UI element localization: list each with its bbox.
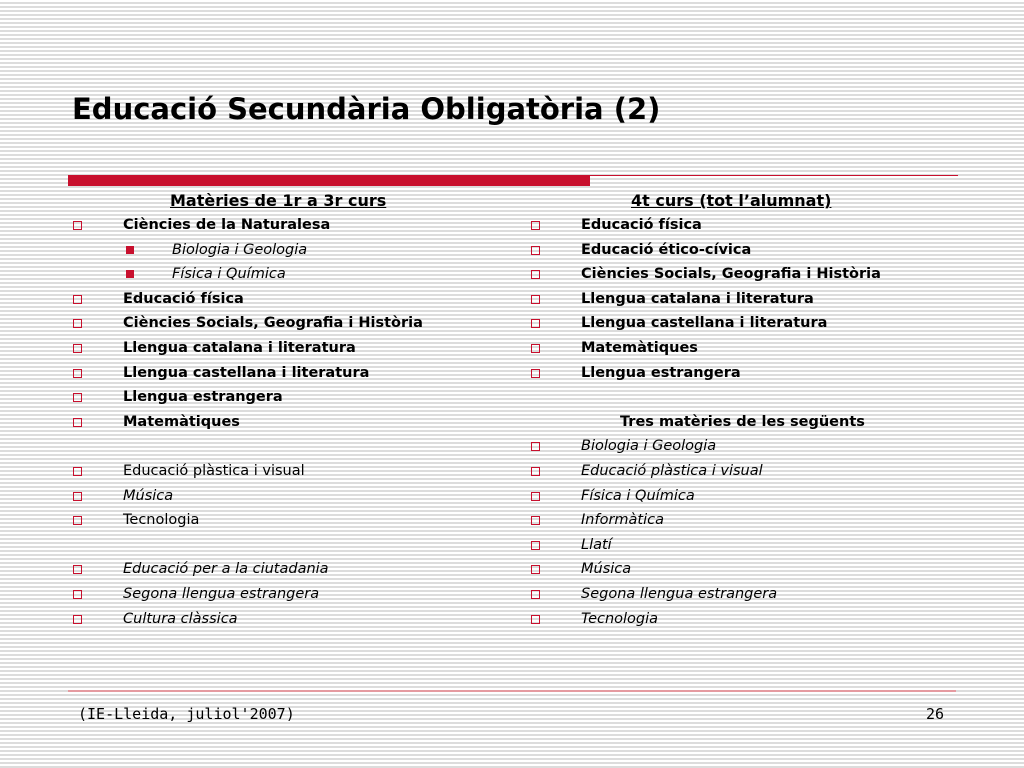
column-1r-3r-curs [70, 189, 490, 631]
list-item [528, 287, 968, 312]
list-item [528, 533, 968, 558]
hollow-square-bullet-icon [531, 590, 540, 599]
list-item [70, 238, 490, 263]
list-item-label: Ciències de la Naturalesa [123, 217, 331, 233]
hollow-square-bullet-icon [531, 319, 540, 328]
list-item-label: Llatí [581, 536, 612, 553]
list-item [70, 557, 490, 582]
hollow-square-bullet-icon [531, 246, 540, 255]
list-item-label: Matemàtiques [581, 339, 698, 356]
hollow-square-bullet-icon [73, 516, 82, 525]
list-item-label: Informàtica [581, 512, 664, 529]
hollow-square-bullet-icon [531, 615, 540, 624]
list-item [70, 336, 490, 361]
hollow-square-bullet-icon [531, 442, 540, 451]
list-spacer [528, 385, 968, 410]
list-item [70, 385, 490, 410]
hollow-square-bullet-icon [531, 541, 540, 550]
list-item [528, 557, 968, 582]
list-item-label: Tecnologia [123, 512, 200, 529]
list-item-label: Llengua estrangera [123, 389, 283, 406]
list-item-label: Física i Química [581, 487, 695, 504]
hollow-square-bullet-icon [531, 467, 540, 476]
hollow-square-bullet-icon [531, 516, 540, 525]
hollow-square-bullet-icon [73, 615, 82, 624]
list-item-label: Llengua catalana i literatura [123, 339, 356, 356]
list-item-label: Ciències Socials, Geografia i Història [581, 266, 881, 283]
hollow-square-bullet-icon [73, 221, 82, 230]
list-item-label: Educació per a la ciutadania [123, 561, 329, 578]
list-item-label: Ciències Socials, Geografia i Història [123, 315, 423, 332]
hollow-square-bullet-icon [531, 295, 540, 304]
list-item [528, 336, 968, 361]
page-number: 26 [926, 705, 945, 723]
subject-list-1r-3r [70, 213, 490, 631]
column-4t-curs [528, 189, 968, 631]
hollow-square-bullet-icon [531, 369, 540, 378]
title-divider-line [590, 175, 958, 176]
list-item [70, 410, 490, 435]
list-item-label: Matemàtiques [123, 413, 240, 430]
list-item-label: Llengua castellana i literatura [123, 364, 370, 381]
hollow-square-bullet-icon [531, 221, 540, 230]
list-item [70, 582, 490, 607]
list-item [70, 607, 490, 632]
list-item-label: Segona llengua estrangera [581, 585, 778, 602]
list-item [528, 238, 968, 263]
list-item-label: Música [581, 561, 632, 578]
list-item [70, 311, 490, 336]
slide-title: Educació Secundària Obligatòria (2) [72, 92, 661, 126]
list-item-label: Cultura clàssica [123, 610, 238, 627]
hollow-square-bullet-icon [73, 565, 82, 574]
list-item-label: Llengua castellana i literatura [581, 315, 828, 332]
footer-divider [68, 690, 956, 692]
list-item [70, 508, 490, 533]
list-item [528, 311, 968, 336]
hollow-square-bullet-icon [73, 467, 82, 476]
list-item [528, 459, 968, 484]
list-item [528, 262, 968, 287]
hollow-square-bullet-icon [531, 492, 540, 501]
list-item [70, 287, 490, 312]
hollow-square-bullet-icon [531, 344, 540, 353]
list-item [528, 607, 968, 632]
list-item [528, 213, 968, 238]
list-item-label: Segona llengua estrangera [123, 585, 320, 602]
column-header-4t: 4t curs (tot l’alumnat) [631, 191, 832, 210]
hollow-square-bullet-icon [73, 590, 82, 599]
list-item-label: Biologia i Geologia [172, 241, 308, 258]
hollow-square-bullet-icon [73, 418, 82, 427]
list-spacer [70, 434, 490, 459]
list-item [70, 484, 490, 509]
hollow-square-bullet-icon [73, 393, 82, 402]
list-item [528, 484, 968, 509]
filled-square-bullet-icon [126, 270, 134, 278]
hollow-square-bullet-icon [73, 369, 82, 378]
list-item [528, 508, 968, 533]
subject-list-4t [528, 213, 968, 631]
list-item-label: Llengua estrangera [581, 364, 741, 381]
list-item [70, 213, 490, 238]
list-item-label: Tecnologia [581, 610, 659, 627]
title-divider-bar [68, 175, 590, 186]
list-subheader [528, 410, 968, 435]
hollow-square-bullet-icon [73, 492, 82, 501]
footer-source: (IE-Lleida, juliol'2007) [78, 705, 295, 723]
list-item [528, 434, 968, 459]
list-item [528, 361, 968, 386]
list-spacer [70, 533, 490, 558]
filled-square-bullet-icon [126, 246, 134, 254]
list-item [70, 459, 490, 484]
list-item [528, 582, 968, 607]
hollow-square-bullet-icon [73, 344, 82, 353]
list-item-label: Llengua catalana i literatura [581, 290, 814, 307]
list-item-label: Educació física [581, 217, 702, 233]
hollow-square-bullet-icon [73, 319, 82, 328]
hollow-square-bullet-icon [531, 270, 540, 279]
list-item-label: Física i Química [172, 266, 286, 283]
list-item-label: Educació física [123, 290, 244, 307]
list-item [70, 361, 490, 386]
list-item-label: Biologia i Geologia [581, 438, 717, 455]
column-header-1r-3r: Matèries de 1r a 3r curs [170, 191, 387, 210]
hollow-square-bullet-icon [73, 295, 82, 304]
list-item-label: Educació plàstica i visual [581, 462, 763, 479]
list-item-label: Educació plàstica i visual [123, 462, 305, 479]
hollow-square-bullet-icon [531, 565, 540, 574]
list-item-label: Música [123, 487, 174, 504]
list-item-label: Tres matèries de les següents [620, 413, 865, 430]
list-item-label: Educació ético-cívica [581, 241, 752, 258]
list-item [70, 262, 490, 287]
